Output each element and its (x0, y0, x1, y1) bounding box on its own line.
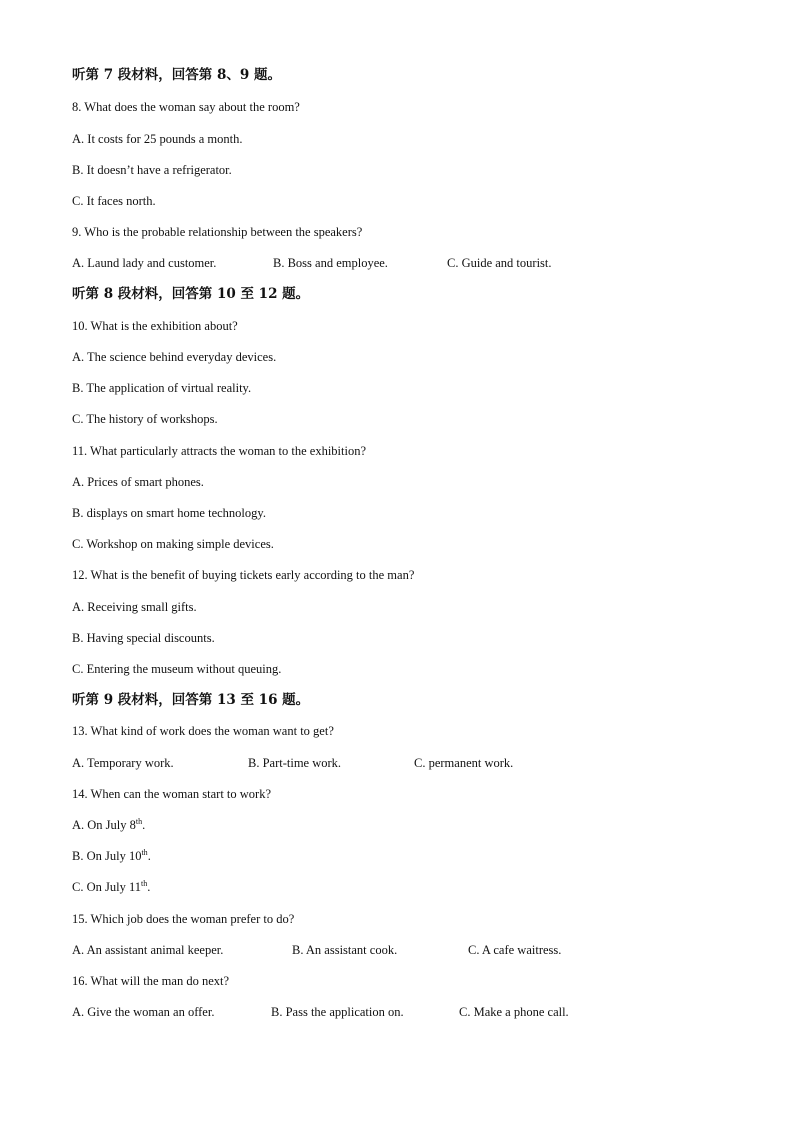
q9-option-b: B. Boss and employee. (273, 256, 388, 270)
q16-option-c: C. Make a phone call. (459, 1005, 569, 1019)
q14-option-c-text: C. On July 11 (72, 880, 141, 894)
q12-option-c: C. Entering the museum without queuing. (72, 662, 282, 676)
q13-option-b: B. Part-time work. (248, 756, 342, 770)
section-heading-8: 听第 8 段材料，回答第 10 至 12 题。 (72, 286, 310, 302)
question-8: 8. What does the woman say about the room? (72, 100, 300, 114)
q12-option-a: A. Receiving small gifts. (72, 600, 197, 614)
q16-option-b: B. Pass the application on. (271, 1005, 404, 1019)
section-heading-9: 听第 9 段材料，回答第 13 至 16 题。 (72, 692, 310, 708)
question-15: 15. Which job does the woman prefer to do? (72, 912, 295, 926)
section-heading-7: 听第 7 段材料，回答第 8、9 题。 (72, 67, 281, 83)
period: . (147, 880, 151, 894)
question-16: 16. What will the man do next? (72, 974, 230, 988)
q13-option-c: C. permanent work. (414, 756, 514, 770)
q16-option-a: A. Give the woman an offer. (72, 1005, 215, 1019)
period: . (147, 849, 151, 863)
q15-option-c: C. A cafe waitress. (468, 943, 562, 957)
q14-option-b (72, 848, 151, 864)
q10-option-a: A. The science behind everyday devices. (72, 350, 277, 364)
q14-option-c (72, 879, 150, 895)
q15-option-b: B. An assistant cook. (292, 943, 398, 957)
question-9: 9. Who is the probable relationship between the speakers? (72, 225, 363, 239)
ordinal-suffix: th (135, 817, 143, 826)
q14-option-a-text: A. On July 8 (72, 818, 136, 832)
question-10: 10. What is the exhibition about? (72, 319, 238, 333)
q11-option-a: A. Prices of smart phones. (72, 475, 204, 489)
question-13: 13. What kind of work does the woman want to get? (72, 724, 334, 738)
ordinal-suffix: th (141, 879, 148, 888)
q8-option-b: B. It doesn’t have a refrigerator. (72, 163, 232, 177)
q9-option-c: C. Guide and tourist. (447, 256, 552, 270)
q13-option-a: A. Temporary work. (72, 756, 174, 770)
q14-option-b-text: B. On July 10 (72, 849, 142, 863)
q8-option-c: C. It faces north. (72, 194, 156, 208)
ordinal-suffix: th (141, 848, 148, 857)
q12-option-b: B. Having special discounts. (72, 631, 215, 645)
question-14: 14. When can the woman start to work? (72, 787, 272, 801)
q11-option-c: C. Workshop on making simple devices. (72, 537, 274, 551)
period: . (142, 818, 146, 832)
q8-option-a: A. It costs for 25 pounds a month. (72, 132, 243, 146)
q15-option-a: A. An assistant animal keeper. (72, 943, 224, 957)
q9-option-a: A. Laund lady and customer. (72, 256, 217, 270)
question-11: 11. What particularly attracts the woman to the exhibition? (72, 444, 367, 458)
question-12: 12. What is the benefit of buying tickets early according to the man? (72, 568, 415, 582)
q10-option-b: B. The application of virtual reality. (72, 381, 252, 395)
q10-option-c: C. The history of workshops. (72, 412, 218, 426)
q14-option-a (72, 817, 145, 833)
q11-option-b: B. displays on smart home technology. (72, 506, 266, 520)
